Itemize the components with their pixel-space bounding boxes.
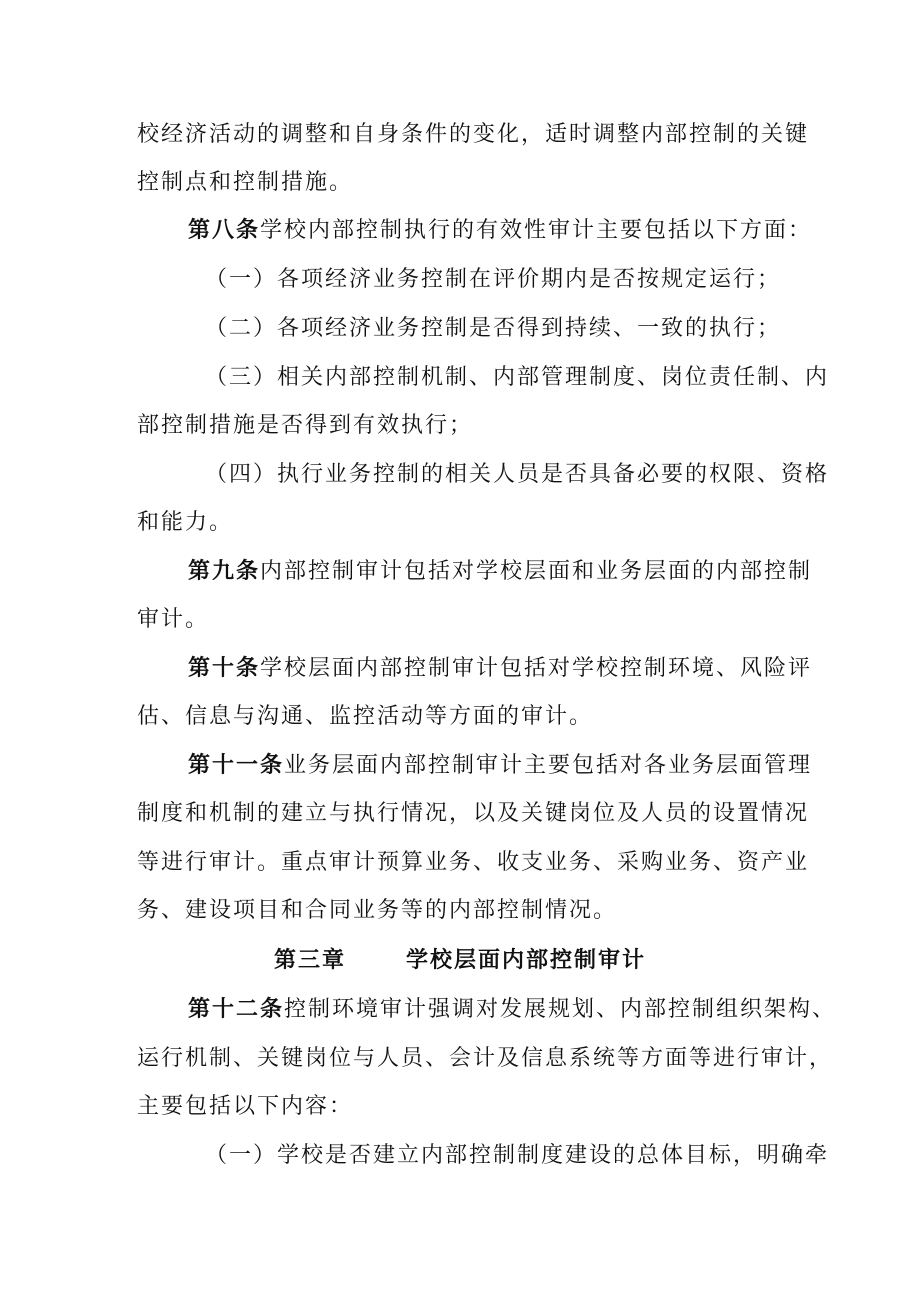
- article-12-item-1: （一）学校是否建立内部控制制度建设的总体目标，明确牵: [205, 1143, 830, 1168]
- article-8-item-1: （一）各项经济业务控制在评价期内是否按规定运行；: [205, 267, 782, 292]
- article-8-item-3: （三）相关内部控制机制、内部管理制度、岗位责任制、内: [205, 365, 830, 390]
- article-8-label: 第八条: [188, 218, 261, 243]
- chapter-heading: [0, 946, 920, 976]
- article-8-item-3-cont: 部控制措施是否得到有效执行；: [137, 413, 474, 438]
- paragraph-line: 控制点和控制措施。: [137, 170, 354, 195]
- article-12-cont: 主要包括以下内容：: [137, 1094, 354, 1119]
- article-11-text: 业务层面内部控制审计主要包括对各业务层面管理: [284, 753, 813, 778]
- article-10-text: 学校层面内部控制审计包括对学校控制环境、风险评: [260, 656, 813, 681]
- article-11-cont: 制度和机制的建立与执行情况，以及关键岗位及人员的设置情况: [137, 801, 810, 826]
- chapter-number: 第三章: [273, 948, 346, 973]
- article-12-text: 控制环境审计强调对发展规划、内部控制组织架构、: [284, 997, 837, 1022]
- article-11-label: 第十一条: [188, 753, 285, 778]
- article-9: [188, 557, 848, 587]
- chapter-title: 学校层面内部控制审计: [406, 948, 647, 973]
- article-11-cont: 务、建设项目和合同业务等的内部控制情况。: [137, 898, 618, 923]
- paragraph-line: 校经济活动的调整和自身条件的变化，适时调整内部控制的关键: [137, 122, 810, 147]
- article-10-label: 第十条: [188, 656, 261, 681]
- article-8-item-4-cont: 和能力。: [137, 510, 234, 535]
- article-10: [188, 654, 848, 684]
- article-12-cont: 运行机制、关键岗位与人员、会计及信息系统等方面等进行审计，: [137, 1046, 834, 1071]
- article-8-item-2: （二）各项经济业务控制是否得到持续、一致的执行；: [205, 316, 782, 341]
- article-12-label: 第十二条: [188, 997, 285, 1022]
- article-8-item-4: （四）执行业务控制的相关人员是否具备必要的权限、资格: [205, 462, 830, 487]
- article-9-label: 第九条: [188, 559, 261, 584]
- article-9-cont: 审计。: [137, 607, 210, 632]
- article-8-text: 学校内部控制执行的有效性审计主要包括以下方面：: [260, 218, 813, 243]
- article-11-cont: 等进行审计。重点审计预算业务、收支业务、采购业务、资产业: [137, 850, 810, 875]
- article-10-cont: 估、信息与沟通、监控活动等方面的审计。: [137, 704, 594, 729]
- article-9-text: 内部控制审计包括对学校层面和业务层面的内部控制: [260, 559, 813, 584]
- article-8: [188, 216, 848, 246]
- article-12: [188, 995, 848, 1025]
- article-11: [188, 751, 848, 781]
